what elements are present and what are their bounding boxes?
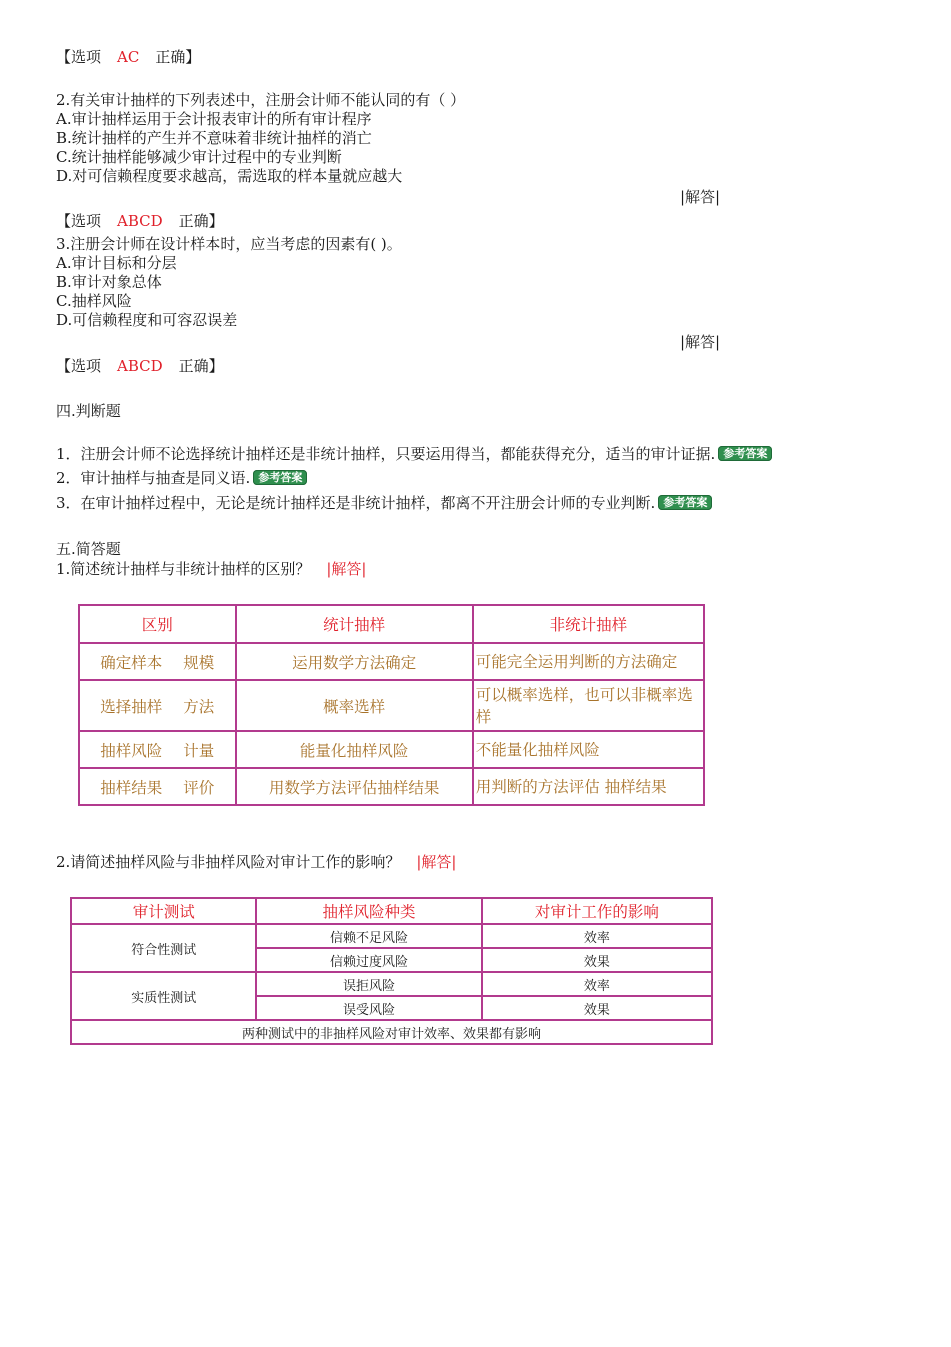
answer-link[interactable]: |解答| bbox=[416, 853, 457, 871]
table-cell: 效率 bbox=[482, 924, 712, 948]
judgement-item: 1．注册会计师不论选择统计抽样还是非统计抽样，只要运用得当，都能获得充分，适当的审计证据. 参考答案 bbox=[56, 445, 772, 464]
judgement-item: 3．在审计抽样过程中，无论是统计抽样还是非统计抽样，都离不开注册会计师的专业判断. 参考答案 bbox=[56, 494, 712, 513]
table-cell: 确定样本 规模 bbox=[79, 643, 236, 680]
table-cell: 不能量化抽样风险 bbox=[473, 731, 704, 768]
option-b: B.统计抽样的产生并不意味着非统计抽样的消亡 bbox=[56, 129, 372, 147]
reference-answer-button[interactable]: 参考答案 bbox=[253, 470, 307, 485]
section-title: 四.判断题 bbox=[56, 402, 121, 420]
table-cell: 抽样结果 评价 bbox=[79, 768, 236, 805]
table-cell: 用判断的方法评估 抽样结果 bbox=[473, 768, 704, 805]
answer-link[interactable]: |解答| bbox=[680, 188, 721, 206]
option-a: A.审计抽样运用于会计报表审计的所有审计程序 bbox=[56, 110, 372, 128]
table-header-row bbox=[79, 605, 704, 643]
comparison-table bbox=[78, 604, 705, 806]
question-stem: 2.有关审计抽样的下列表述中，注册会计师不能认同的有（ ） bbox=[56, 91, 466, 109]
table-header-cell: 统计抽样 bbox=[236, 605, 473, 643]
table-cell: 用数学方法评估抽样结果 bbox=[236, 768, 473, 805]
table-cell: 运用数学方法确定 bbox=[236, 643, 473, 680]
table-cell: 效果 bbox=[482, 996, 712, 1020]
table-header-cell: 非统计抽样 bbox=[473, 605, 704, 643]
option-d: D.对可信赖程度要求越高，需选取的样本量就应越大 bbox=[56, 167, 403, 185]
table-cell: 能量化抽样风险 bbox=[236, 731, 473, 768]
table-header-cell: 区别 bbox=[79, 605, 236, 643]
answer-line-q3: 【选项 ABCD 正确】 bbox=[56, 357, 224, 375]
table-header-cell: 抽样风险种类 bbox=[256, 898, 481, 924]
table-row bbox=[71, 972, 712, 996]
section-title: 五.简答题 bbox=[56, 540, 121, 558]
reference-answer-button[interactable]: 参考答案 bbox=[718, 446, 772, 461]
answer-value: ABCD bbox=[117, 212, 163, 230]
table-cell: 可以概率选样，也可以非概率选样 bbox=[473, 680, 704, 731]
answer-value: AC bbox=[117, 48, 140, 66]
option-a: A.审计目标和分层 bbox=[56, 254, 177, 272]
answer-link[interactable]: |解答| bbox=[680, 333, 721, 351]
option-d: D.可信赖程度和可容忍误差 bbox=[56, 311, 238, 329]
risk-impact-table bbox=[70, 897, 713, 1045]
option-c: C.抽样风险 bbox=[56, 292, 132, 310]
table-header-row bbox=[71, 898, 712, 924]
table-cell: 效率 bbox=[482, 972, 712, 996]
table-cell: 可能完全运用判断的方法确定 bbox=[473, 643, 704, 680]
table-cell: 符合性测试 bbox=[71, 924, 256, 972]
table-cell: 抽样风险 计量 bbox=[79, 731, 236, 768]
table-cell: 效果 bbox=[482, 948, 712, 972]
table-cell: 选择抽样 方法 bbox=[79, 680, 236, 731]
table-row bbox=[79, 768, 704, 805]
answer-link[interactable]: |解答| bbox=[326, 560, 367, 578]
table-header-cell: 审计测试 bbox=[71, 898, 256, 924]
table-row bbox=[79, 643, 704, 680]
short-answer-question: 1.简述统计抽样与非统计抽样的区别？ |解答| bbox=[56, 560, 367, 578]
table-row bbox=[79, 731, 704, 768]
option-b: B.审计对象总体 bbox=[56, 273, 162, 291]
table-row bbox=[71, 924, 712, 948]
answer-value: ABCD bbox=[117, 357, 163, 375]
table-header-cell: 对审计工作的影响 bbox=[482, 898, 712, 924]
table-footer-cell: 两种测试中的非抽样风险对审计效率、效果都有影响 bbox=[71, 1020, 712, 1044]
option-c: C.统计抽样能够减少审计过程中的专业判断 bbox=[56, 148, 342, 166]
reference-answer-button[interactable]: 参考答案 bbox=[658, 495, 712, 510]
table-cell: 实质性测试 bbox=[71, 972, 256, 1020]
table-cell: 信赖不足风险 bbox=[256, 924, 481, 948]
answer-line-q1: 【选项 AC 正确】 bbox=[56, 48, 201, 66]
question-stem: 3.注册会计师在设计样本时，应当考虑的因素有( )。 bbox=[56, 235, 402, 253]
table-footer-row bbox=[71, 1020, 712, 1044]
table-cell: 概率选样 bbox=[236, 680, 473, 731]
answer-line-q2: 【选项 ABCD 正确】 bbox=[56, 212, 224, 230]
table-cell: 误拒风险 bbox=[256, 972, 481, 996]
table-cell: 信赖过度风险 bbox=[256, 948, 481, 972]
table-cell: 误受风险 bbox=[256, 996, 481, 1020]
table-row bbox=[79, 680, 704, 731]
short-answer-question: 2.请简述抽样风险与非抽样风险对审计工作的影响？ |解答| bbox=[56, 853, 457, 871]
judgement-item: 2．审计抽样与抽查是同义语. 参考答案 bbox=[56, 469, 307, 488]
